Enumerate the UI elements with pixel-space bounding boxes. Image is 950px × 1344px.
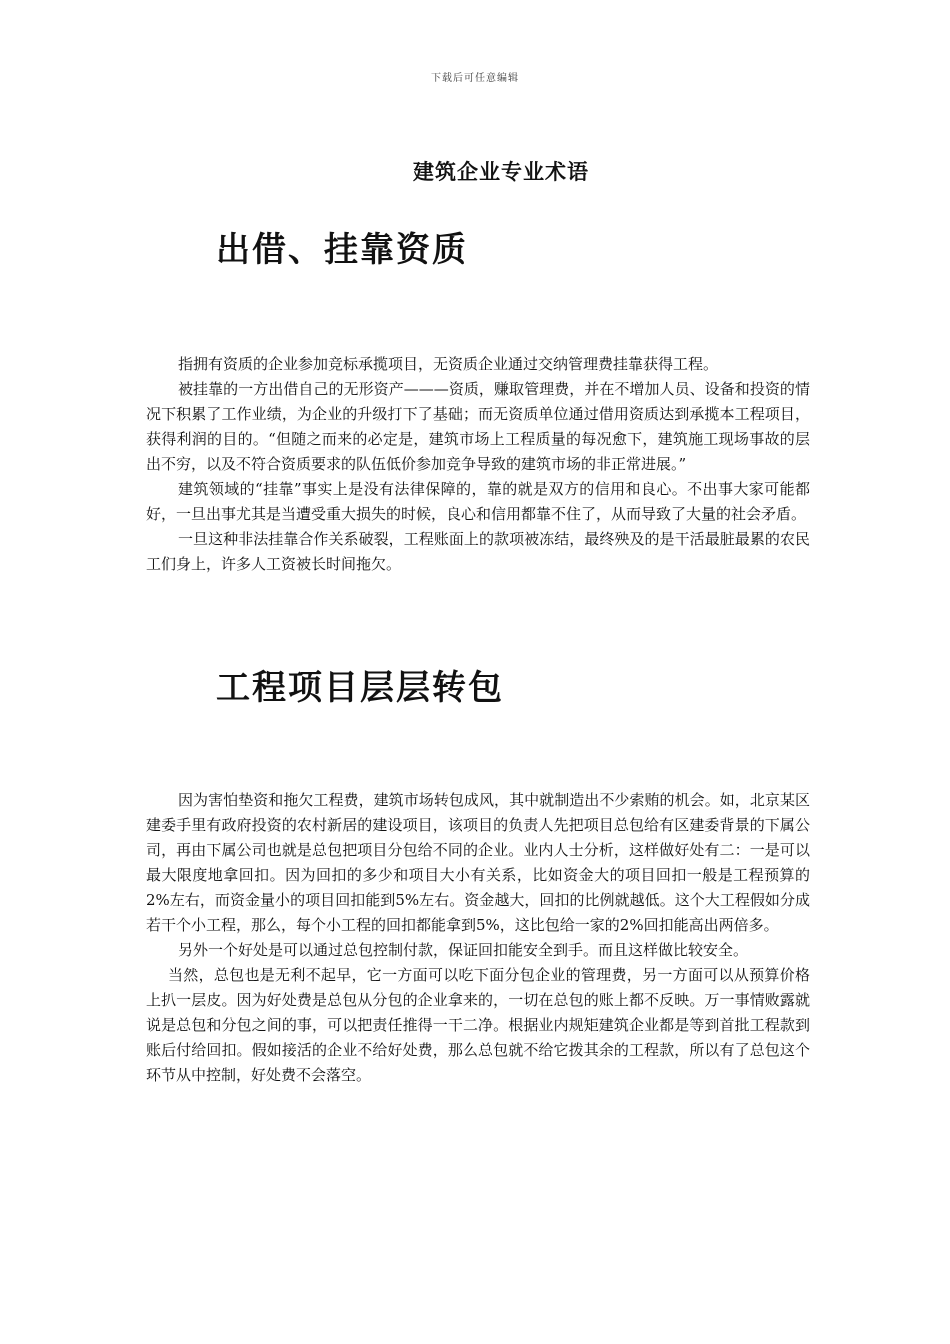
section-body-lending-qualification xyxy=(146,352,810,577)
paragraph: 一旦这种非法挂靠合作关系破裂，工程账面上的款项被冻结，最终殃及的是干活最脏最累的农民工们身上，许多人工资被长时间拖欠。 xyxy=(146,530,810,573)
paragraph: 另外一个好处是可以通过总包控制付款，保证回扣能安全到手。而且这样做比较安全。 xyxy=(178,941,749,959)
section-heading-lending-qualification: 出借、挂靠资质 xyxy=(216,230,468,270)
paragraph: 建筑领域的“挂靠”事实上是没有法律保障的，靠的就是双方的信用和良心。不出事大家可能都好，一旦出事尤其是当遭受重大损失的时候，良心和信用都靠不住了，从而导致了大量的社会矛盾。 xyxy=(146,480,810,523)
header-note: 下载后可任意编辑 xyxy=(431,73,519,84)
paragraph: 指拥有资质的企业参加竞标承揽项目，无资质企业通过交纳管理费挂靠获得工程。 xyxy=(178,355,719,373)
paragraph: 因为害怕垫资和拖欠工程费，建筑市场转包成风，其中就制造出不少索贿的机会。如，北京某区建委手里有政府投资的农村新居的建设项目，该项目的负责人先把项目总包给有区建委背景的下属公司，再由下属公司也就是总包把项目分包给不同的企业。业内人士分析，这样做好处有二：一是可以最大限度地拿回扣。因为回扣的多少和项目大小有关系，比如资金大的项目回扣一般是工程预算的2%左右，而资金量小的项目回扣能到5%左右。资金越大，回扣的比例就越低。这个大工程假如分成若干个小工程，那么，每个小工程的回扣都能拿到5%，这比包给一家的2%回扣能高出两倍多。 xyxy=(146,791,810,934)
paragraph: 当然，总包也是无利不起早，它一方面可以吃下面分包企业的管理费，另一方面可以从预算价格上扒一层皮。因为好处费是总包从分包的企业拿来的，一切在总包的账上都不反映。万一事情败露就说是总包和分包之间的事，可以把责任推得一干二净。根据业内规矩建筑企业都是等到首批工程款到账后付给回扣。假如接活的企业不给好处费，那么总包就不给它拨其余的工程款，所以有了总包这个环节从中控制，好处费不会落空。 xyxy=(146,966,810,1084)
section-body-subcontracting xyxy=(146,788,810,1088)
paragraph: 被挂靠的一方出借自己的无形资产———资质，赚取管理费，并在不增加人员、设备和投资的情况下积累了工作业绩，为企业的升级打下了基础；而无资质单位通过借用资质达到承揽本工程项目，获得利润的目的。“但随之而来的必定是，建筑市场上工程质量的每况愈下，建筑施工现场事故的层出不穷，以及不符合资质要求的队伍低价参加竞争导致的建筑市场的非正常进展。” xyxy=(146,380,810,473)
document-title: 建筑企业专业术语 xyxy=(413,159,589,184)
section-heading-subcontracting: 工程项目层层转包 xyxy=(216,668,504,708)
